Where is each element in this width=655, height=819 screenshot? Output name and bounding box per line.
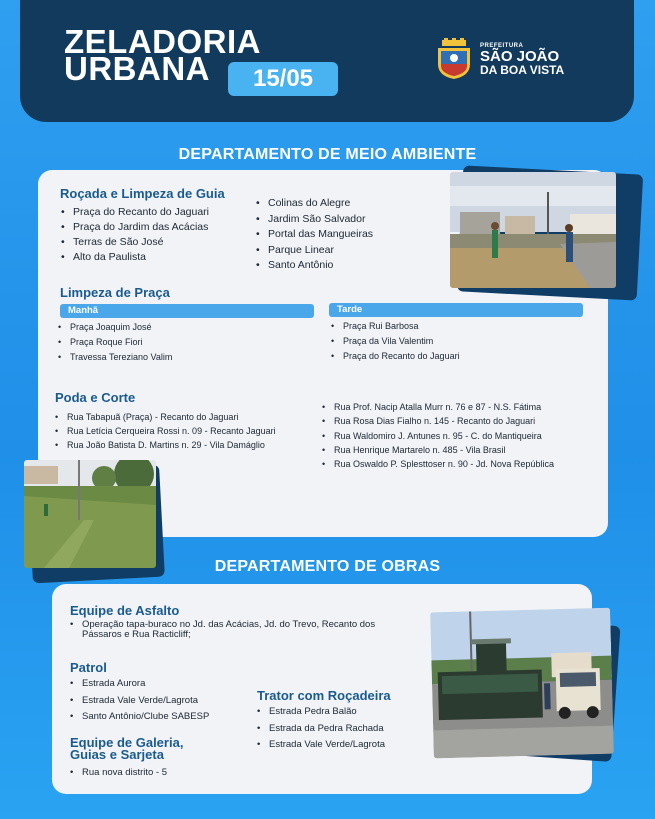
title-line-1: ZELADORIA [64, 23, 261, 60]
patrol-list [70, 676, 209, 726]
list-item: • Praça do Recanto do Jaguari [61, 205, 209, 220]
tarde-label: Tarde [329, 303, 583, 317]
logo-city-line-2: DA BOA VISTA [480, 62, 565, 77]
list-item: • Rua Letícia Cerqueira Rossi n. 09 - Recanto Jaguari [55, 424, 276, 438]
list-item: • Travessa Tereziano Valim [58, 350, 172, 365]
list-item: • Alto da Paulista [61, 250, 209, 265]
photo-tree-pruning [24, 460, 156, 568]
logo-prefeitura-label: PREFEITURA [480, 42, 524, 49]
trator-list [257, 704, 385, 754]
list-item: • Rua Henrique Martarelo n. 485 - Vila Brasil [322, 443, 554, 457]
list-item: • Estrada Pedra Balão [257, 704, 385, 721]
galeria-heading-line-1: Equipe de Galeria, [70, 735, 184, 750]
title-line-2: URBANA [64, 50, 210, 87]
list-item: • Estrada da Pedra Rachada [257, 721, 385, 738]
list-item: • Rua nova distrito - 5 [70, 765, 167, 780]
list-item: • Estrada Vale Verde/Lagrota [257, 737, 385, 754]
list-item: • Praça Joaquim José [58, 320, 172, 335]
photo-street-cleaning [450, 172, 616, 288]
poda-list-1 [55, 410, 276, 452]
list-item: • Operação tapa-buraco no Jd. das Acácias, Jd. do Trevo, Recanto dos Pássaros e Rua Racticliff; [70, 620, 400, 640]
trator-heading: Trator com Roçadeira [257, 688, 391, 703]
list-item: • Praça Rui Barbosa [331, 319, 460, 334]
galeria-heading [70, 737, 183, 761]
list-item: • Praça do Recanto do Jaguari [331, 349, 460, 364]
poda-list-2 [322, 400, 554, 471]
section-title-meio-ambiente: DEPARTAMENTO DE MEIO AMBIENTE [178, 146, 477, 163]
list-item: • Rua Tabapuã (Praça) - Recanto do Jaguari [55, 410, 276, 424]
galeria-heading-line-2: Guias e Sarjeta [70, 747, 164, 762]
list-item: • Jardim São Salvador [256, 212, 373, 228]
list-item: • Praça do Jardim das Acácias [61, 220, 209, 235]
asfalto-heading: Equipe de Asfalto [70, 603, 180, 618]
list-item: • Colinas do Alegre [256, 196, 373, 212]
rocada-list-2 [256, 196, 373, 274]
galeria-list [70, 765, 167, 780]
list-item: • Rua João Batista D. Martins n. 29 - Vila Damáglio [55, 438, 276, 452]
poda-heading: Poda e Corte [55, 390, 136, 405]
list-item: • Parque Linear [256, 243, 373, 259]
tarde-list [331, 319, 460, 364]
manha-label: Manhã [60, 304, 314, 318]
list-item: • Rua Prof. Nacip Atalla Murr n. 76 e 87 - N.S. Fátima [322, 400, 554, 414]
list-item: • Terras de São José [61, 235, 209, 250]
list-item: • Estrada Aurora [70, 676, 209, 693]
rocada-list-1 [61, 205, 209, 265]
list-item: • Portal das Mangueiras [256, 227, 373, 243]
list-item: • Praça da Vila Valentim [331, 334, 460, 349]
list-item: • Estrada Vale Verde/Lagrota [70, 693, 209, 710]
list-item: • Rua Waldomiro J. Antunes n. 95 - C. do Mantiqueira [322, 429, 554, 443]
list-item: • Rua Oswaldo P. Splesttoser n. 90 - Jd. Nova República [322, 457, 554, 471]
manha-list [58, 320, 172, 365]
list-item: • Santo Antônio/Clube SABESP [70, 709, 209, 726]
prefeitura-logo [434, 38, 564, 80]
rocada-heading: Roçada e Limpeza de Guia [60, 186, 225, 201]
list-item: • Praça Roque Fiori [58, 335, 172, 350]
list-item: • Santo Antônio [256, 258, 373, 274]
asfalto-list [70, 620, 400, 640]
patrol-heading: Patrol [70, 660, 107, 675]
city-crest-icon [434, 38, 474, 80]
list-item: • Rua Rosa Dias Fialho n. 145 - Recanto do Jaguari [322, 414, 554, 428]
date-badge: 15/05 [228, 62, 338, 96]
praca-heading: Limpeza de Praça [60, 285, 170, 300]
logo-city-line-1: SÃO JOÃO [480, 47, 560, 65]
photo-asphalt-paving [430, 608, 614, 759]
section-title-obras: DEPARTAMENTO DE OBRAS [214, 558, 441, 575]
